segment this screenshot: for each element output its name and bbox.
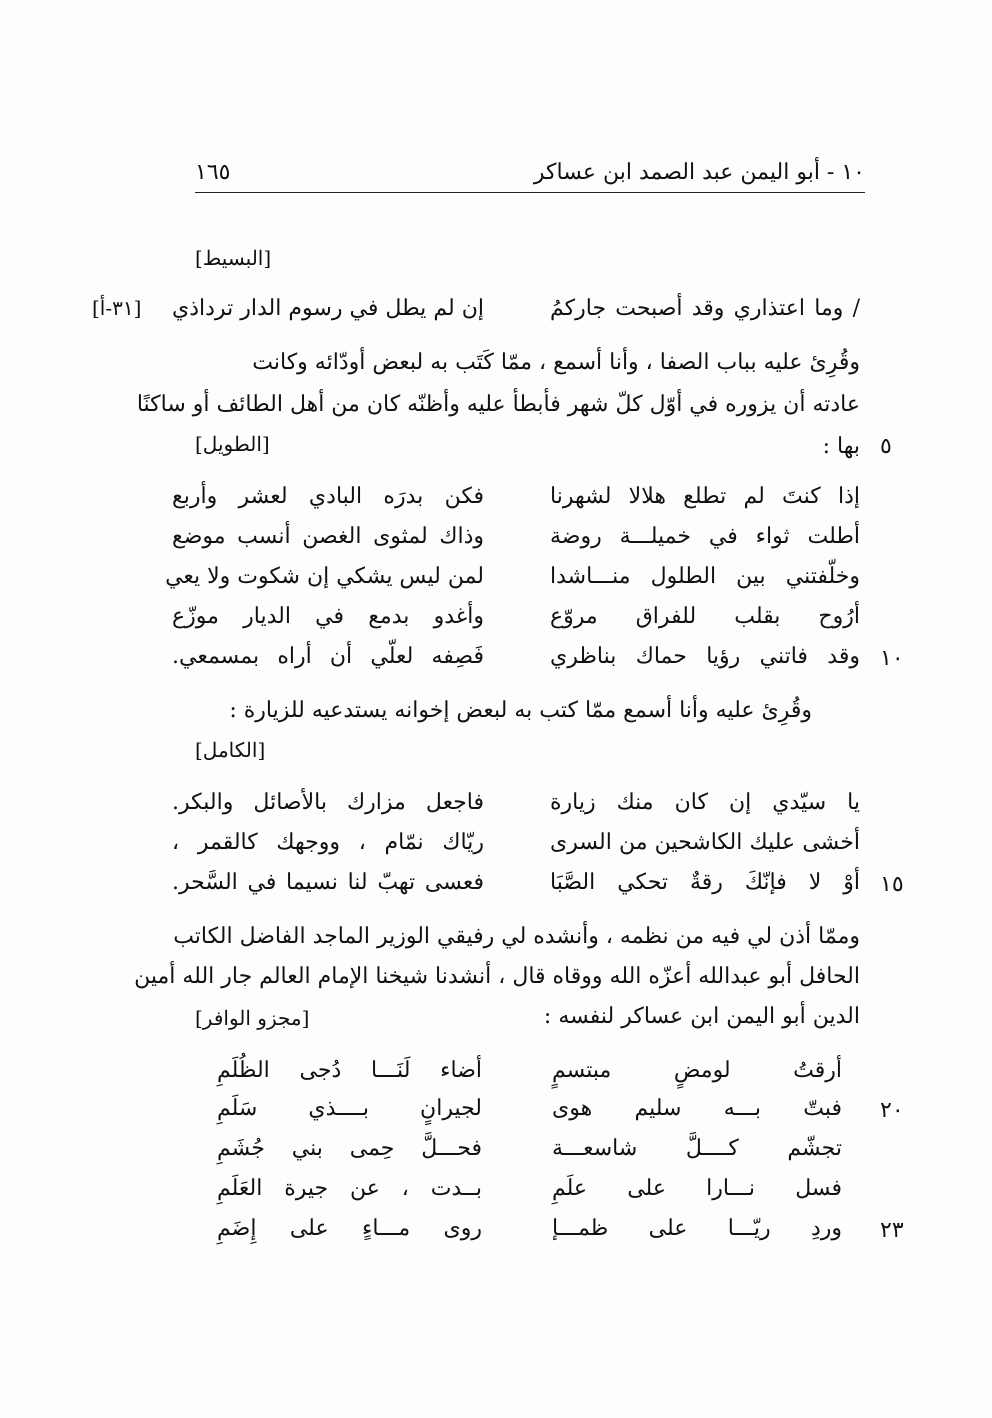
line-number-15: ١٥ xyxy=(880,872,904,897)
prose-1-line-1: وقُرِئ عليه بباب الصفا ، وأنا أسمع ، ممّا كَتَب به لبعض أودّائه وكانت xyxy=(252,350,860,375)
prose-1-line-2: عادته أن يزوره في أوّل كلّ شهر فأبطأ عليه وأظنّه كان من أهل الطائف أو ساكنًا xyxy=(136,392,860,417)
poem-4-verse-2-first: فبتّ بـــه سليم هوى xyxy=(552,1096,842,1121)
prose-1-line-3: بها : xyxy=(822,434,860,459)
poem-3-verse-1-second: فاجعل مزارك بالأصائل والبكر. xyxy=(172,790,484,815)
poem-4-verse-1-second: أضاء لَنَـــا دُجى الظُلَمِ xyxy=(217,1058,482,1083)
line-number-5: ٥ xyxy=(880,434,892,459)
prose-2-line-1: وقُرِئ عليه وأنا أسمع ممّا كتب به لبعض إخوانه يستدعيه للزيارة : xyxy=(229,698,812,723)
running-header xyxy=(195,160,865,193)
poem-2-verse-5-second: فَصِفه لعلّي أن أراه بمسمعي. xyxy=(172,644,484,669)
poem-2-verse-5-first: وقد فاتني رؤيا حماك بناظري xyxy=(550,644,860,669)
line-number-23: ٢٣ xyxy=(880,1218,904,1243)
meter-label-tawil: [الطويل] xyxy=(195,432,270,456)
poem-2-verse-3-second: لمن ليس يشكي إن شكوت ولا يعي xyxy=(165,564,484,589)
poem-2-verse-4-second: وأغدو بدمع في الديار موزّع xyxy=(172,604,484,629)
page-number: ١٦٥ xyxy=(195,160,231,185)
prose-3-line-1: وممّا أذن لي فيه من نظمه ، وأنشده لي رفيقي الوزير الماجد الفاضل الكاتب xyxy=(173,924,860,949)
poem-3-verse-2-second: ريّاك نمّام ، ووجهك كالقمر ، xyxy=(172,830,484,855)
prose-3-line-2: الحافل أبو عبدالله أعزّه الله ووقاه قال ، أنشدنا شيخنا الإمام العالم جار الله أمين xyxy=(134,964,860,989)
poem-4-verse-3-first: تجشّم كــــلَّ شاسعـــة xyxy=(552,1136,842,1161)
poem-2-verse-4-first: أرُوح بقلب للفراق مروّع xyxy=(550,604,860,629)
meter-label-majzu-wafir: [مجزو الوافر] xyxy=(195,1006,310,1030)
line-number-20: ٢٠ xyxy=(880,1098,904,1123)
margin-folio-reference: [٣١-أ] xyxy=(92,296,142,320)
poem-2-verse-2-second: وذاك لمثوى الغصن أنسب موضع xyxy=(172,524,484,549)
poem-3-verse-3-first: أوْ لا فإنّكَ رقةٌ تحكي الصَّبَا xyxy=(550,870,860,895)
poem-2-verse-1-first: إذا كنتَ لم تطلع هلالا لشهرنا xyxy=(550,484,860,509)
meter-label-basit: [البسيط] xyxy=(195,246,272,270)
poem-2-verse-1-second: فكن بدرَه البادي لعشر وأربع xyxy=(172,484,484,509)
poem-4-verse-2-second: لجيرانٍ بــــذي سَلَمِ xyxy=(217,1096,482,1121)
poem-3-verse-3-second: فعسى تهبّ لنا نسيما في السَّحر. xyxy=(172,870,484,895)
running-title: ١٠ - أبو اليمن عبد الصمد ابن عساكر xyxy=(533,160,865,185)
poem-4-verse-5-second: روى مـــاءٍ على إِضَمِ xyxy=(217,1216,482,1241)
verse-1-first-hemistich: / وما اعتذاري وقد أصبحت جاركمُ xyxy=(550,296,860,321)
poem-4-verse-4-first: فسل نـــارا على علَمِ xyxy=(552,1176,842,1201)
poem-4-verse-1-first: أرقتُ لومضٍ مبتسمٍ xyxy=(552,1058,842,1083)
poem-4-verse-3-second: فحـــلَّ حِمى بني جُشَمِ xyxy=(217,1136,482,1161)
poem-2-verse-2-first: أطلت ثواء في خميلـــة روضة xyxy=(550,524,860,549)
verse-1-second-hemistich: إن لم يطل في رسوم الدار ترداذي xyxy=(172,296,484,321)
poem-2-verse-3-first: وخلّفتني بين الطلول منـــاشدا xyxy=(550,564,860,589)
poem-3-verse-1-first: يا سيّدي إن كان منك زيارة xyxy=(550,790,860,815)
line-number-10: ١٠ xyxy=(880,646,904,671)
poem-3-verse-2-first: أخشى عليك الكاشحين من السرى xyxy=(550,830,860,855)
prose-3-line-3: الدين أبو اليمن ابن عساكر لنفسه : xyxy=(543,1004,860,1029)
poem-4-verse-5-first: وردِ ريّـــا على ظمـــإ xyxy=(552,1216,842,1241)
meter-label-kamil: [الكامل] xyxy=(195,738,266,762)
poem-4-verse-4-second: بــدت ، عن جيرة العَلَمِ xyxy=(217,1176,482,1201)
